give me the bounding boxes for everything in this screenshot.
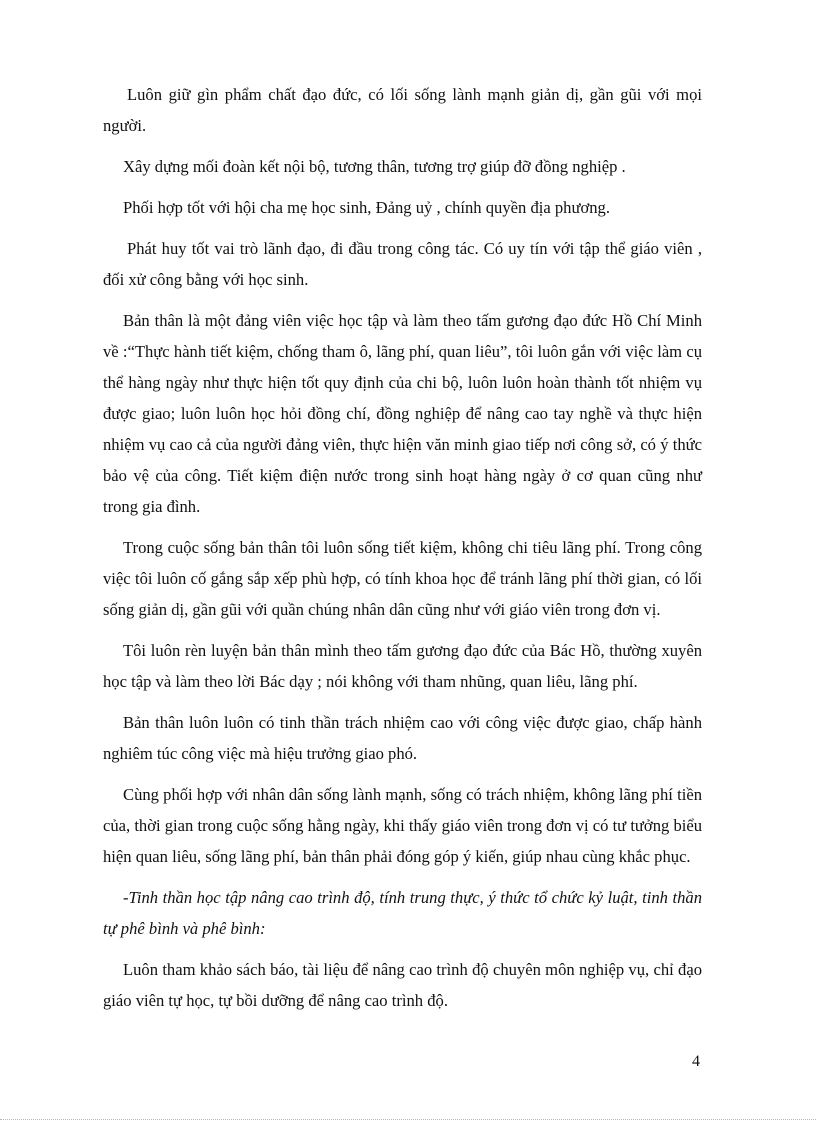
paragraph-parent-cooperation: Phối hợp tốt với hội cha mẹ học sinh, Đảng uỷ , chính quyền địa phương.: [123, 198, 610, 217]
page-number: 4: [692, 1053, 700, 1070]
paragraph-leadership: Phát huy tốt vai trò lãnh đạo, đi đầu trong công tác. Có uy tín với tập thể giáo viên , đối xử công bằng với học sinh.: [103, 239, 702, 289]
paragraph-moral-quality: Luôn giữ gìn phẩm chất đạo đức, có lối sống lành mạnh giản dị, gần gũi với mọi người.: [103, 85, 702, 135]
paragraph-responsibility: Bản thân luôn luôn có tinh thần trách nhiệm cao với công việc được giao, chấp hành nghiêm túc công việc mà hiệu trưởng giao phó.: [103, 713, 702, 763]
document-body: [103, 79, 702, 1026]
paragraph-thrift: Trong cuộc sống bản thân tôi luôn sống tiết kiệm, không chi tiêu lãng phí. Trong công việc tôi luôn cố gắng sắp xếp phù hợp, có tính khoa học để tránh lãng phí thời gian, có lối sống giản dị, gần gũi với quần chúng nhân dân cũng như với giáo viên trong đơn vị.: [103, 538, 702, 619]
paragraph-party-member: Bản thân là một đảng viên việc học tập và làm theo tấm gương đạo đức Hồ Chí Minh về :“Thực hành tiết kiệm, chống tham ô, lãng phí, quan liêu”, tôi luôn gắn với việc làm cụ thể hàng ngày như thực hiện tốt quy định của chi bộ, luôn luôn hoàn thành tốt nhiệm vụ được giao; luôn luôn học hỏi đồng chí, đồng nghiệp để nâng cao tay nghề và thực hiện nhiệm vụ cao cả của người đảng viên, thực hiện văn minh giao tiếp nơi công sở, có ý thức bảo vệ của công. Tiết kiệm điện nước trong sinh hoạt hàng ngày ở cơ quan cũng như trong gia đình.: [103, 311, 702, 516]
paragraph-cooperation-people: Cùng phối hợp với nhân dân sống lành mạnh, sống có trách nhiệm, không lãng phí tiền của, thời gian trong cuộc sống hằng ngày, khi thấy giáo viên trong đơn vị có tư tưởng biểu hiện quan liêu, sống lãng phí, bản thân phải đóng góp ý kiến, giúp nhau cùng khắc phục.: [103, 785, 703, 866]
section-heading-study-spirit: -Tinh thần học tập nâng cao trình độ, tính trung thực, ý thức tổ chức kỷ luật, tinh thần tự phê bình và phê bình:: [103, 888, 702, 938]
page-bottom-divider: [0, 1119, 816, 1120]
paragraph-self-study: Luôn tham khảo sách báo, tài liệu để nâng cao trình độ chuyên môn nghiệp vụ, chỉ đạo giáo viên tự học, tự bồi dưỡng để nâng cao trình độ.: [103, 960, 702, 1010]
paragraph-internal-unity: Xây dựng mối đoàn kết nội bộ, tương thân, tương trợ giúp đỡ đồng nghiệp .: [123, 157, 626, 176]
paragraph-uncle-ho-example: Tôi luôn rèn luyện bản thân mình theo tấm gương đạo đức của Bác Hồ, thường xuyên học tập và làm theo lời Bác dạy ; nói không với tham nhũng, quan liêu, lãng phí.: [103, 641, 702, 691]
